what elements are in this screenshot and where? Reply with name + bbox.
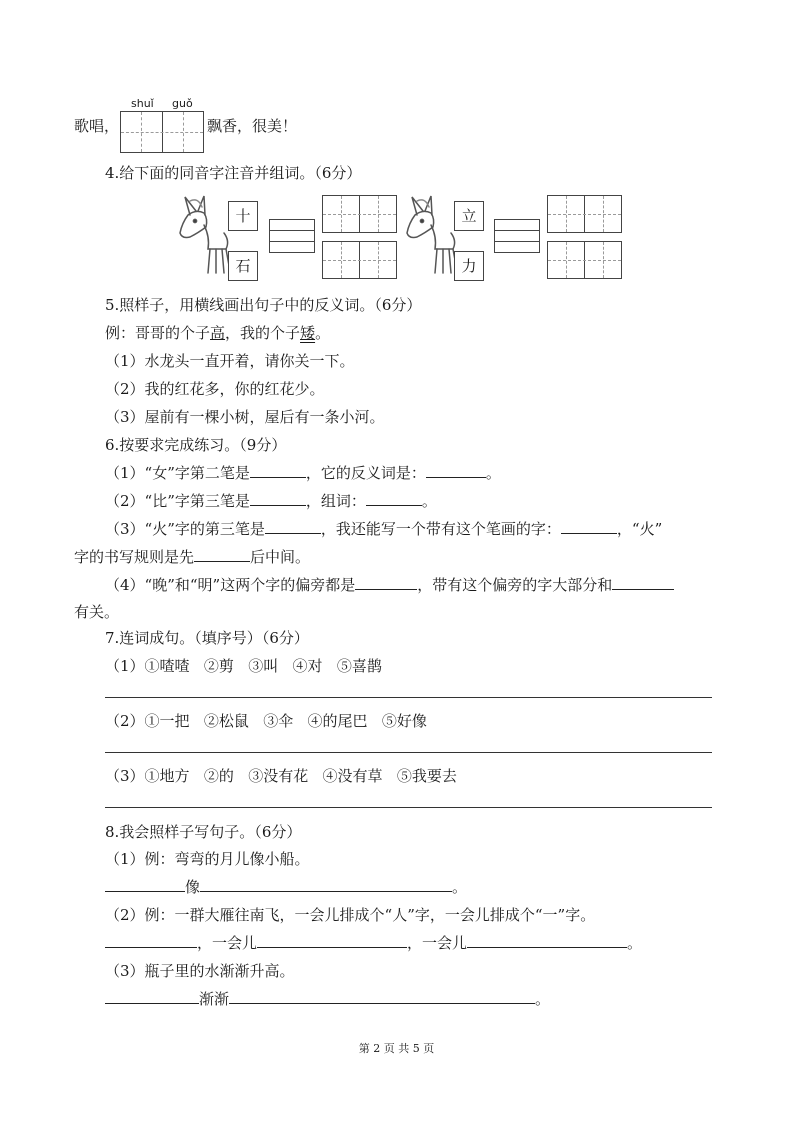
answer-blank[interactable] <box>250 490 306 506</box>
answer-blank[interactable] <box>366 490 422 506</box>
answer-blank[interactable] <box>355 574 417 590</box>
q7-title: 7.连词成句。（填序号）（6分） <box>105 629 309 647</box>
q6-title: 6.按要求完成练习。（9分） <box>105 436 287 454</box>
answer-line[interactable] <box>105 807 712 808</box>
answer-blank[interactable] <box>229 988 535 1004</box>
q6-item-4: （4）“晚”和“明”这两个字的偏旁都是 ，带有这个偏旁的字大部分和 <box>105 574 674 596</box>
top-suffix: 飘香，很美！ <box>207 117 298 135</box>
q8-line-2: ，一会儿 ，一会儿 。 <box>105 932 642 954</box>
char-box: 十 <box>228 201 258 231</box>
pinyin-blank-box[interactable] <box>269 219 315 253</box>
answer-blank[interactable] <box>467 932 627 948</box>
q5-title: 5.照样子，用横线画出句子中的反义词。（6分） <box>105 296 422 314</box>
answer-grid-shuiguo[interactable] <box>120 111 204 153</box>
q4-title: 4.给下面的同音字注音并组词。（6分） <box>105 164 362 182</box>
q6-item-3-cont: 字的书写规则是先 后中间。 <box>74 548 311 566</box>
char-box: 石 <box>228 251 258 281</box>
answer-line[interactable] <box>105 752 712 753</box>
q5-item: （2）我的红花多，你的红花少。 <box>105 380 325 398</box>
answer-blank[interactable] <box>612 574 674 590</box>
answer-blank[interactable] <box>105 932 197 948</box>
answer-blank[interactable] <box>561 518 617 534</box>
top-prefix: 歌唱， <box>74 117 120 135</box>
word-grid[interactable] <box>547 241 622 279</box>
q5-item: （3）屋前有一棵小树，屋后有一条小河。 <box>105 408 385 426</box>
q8-example-3: （3）瓶子里的水渐渐升高。 <box>105 962 295 980</box>
q8-example-1: （1）例：弯弯的月儿像小船。 <box>105 850 310 868</box>
q6-item-3: （3）“火”字的第三笔是 ，我还能写一个带有这个笔画的字： ，“火” <box>105 520 663 538</box>
q8-title: 8.我会照样子写句子。（6分） <box>105 823 302 841</box>
q7-item: （2）①一把 ②松鼠 ③伞 ④的尾巴 ⑤好像 <box>105 712 427 730</box>
answer-blank[interactable] <box>426 462 486 478</box>
char-box: 立 <box>454 201 484 231</box>
q5-item: （1）水龙头一直开着，请你关一下。 <box>105 352 355 370</box>
q7-item: （3）①地方 ②的 ③没有花 ④没有草 ⑤我要去 <box>105 767 457 785</box>
answer-blank[interactable] <box>200 876 452 892</box>
char-box: 力 <box>454 251 484 281</box>
pinyin-guo: guǒ <box>172 97 193 110</box>
donkey-icon <box>403 193 461 277</box>
word-grid[interactable] <box>322 195 397 233</box>
donkey-icon <box>176 193 234 277</box>
q8-line-3: 渐渐 。 <box>105 988 550 1010</box>
word-grid[interactable] <box>322 241 397 279</box>
answer-blank[interactable] <box>105 988 199 1004</box>
q6-item-4-cont: 有关。 <box>74 603 120 621</box>
answer-blank[interactable] <box>257 932 407 948</box>
pinyin-blank-box[interactable] <box>494 219 540 253</box>
q8-line-1: 像 。 <box>105 876 467 898</box>
q5-example: 例：哥哥的个子高，我的个子矮。 <box>105 324 331 342</box>
answer-blank[interactable] <box>265 518 321 534</box>
q6-item-2: （2）“比”字第三笔是 ，组词： 。 <box>105 492 437 510</box>
answer-blank[interactable] <box>250 462 306 478</box>
answer-blank[interactable] <box>105 876 185 892</box>
answer-blank[interactable] <box>194 546 250 562</box>
pinyin-shui: shuǐ <box>131 97 154 110</box>
word-grid[interactable] <box>547 195 622 233</box>
answer-line[interactable] <box>105 697 712 698</box>
page-footer: 第 2 页 共 5 页 <box>358 1042 435 1055</box>
q8-example-2: （2）例：一群大雁往南飞，一会儿排成个“人”字，一会儿排成个“一”字。 <box>105 906 596 924</box>
q6-item-1: （1）“女”字第二笔是 ，它的反义词是： 。 <box>105 464 501 482</box>
q7-item: （1）①喳喳 ②剪 ③叫 ④对 ⑤喜鹊 <box>105 657 382 675</box>
